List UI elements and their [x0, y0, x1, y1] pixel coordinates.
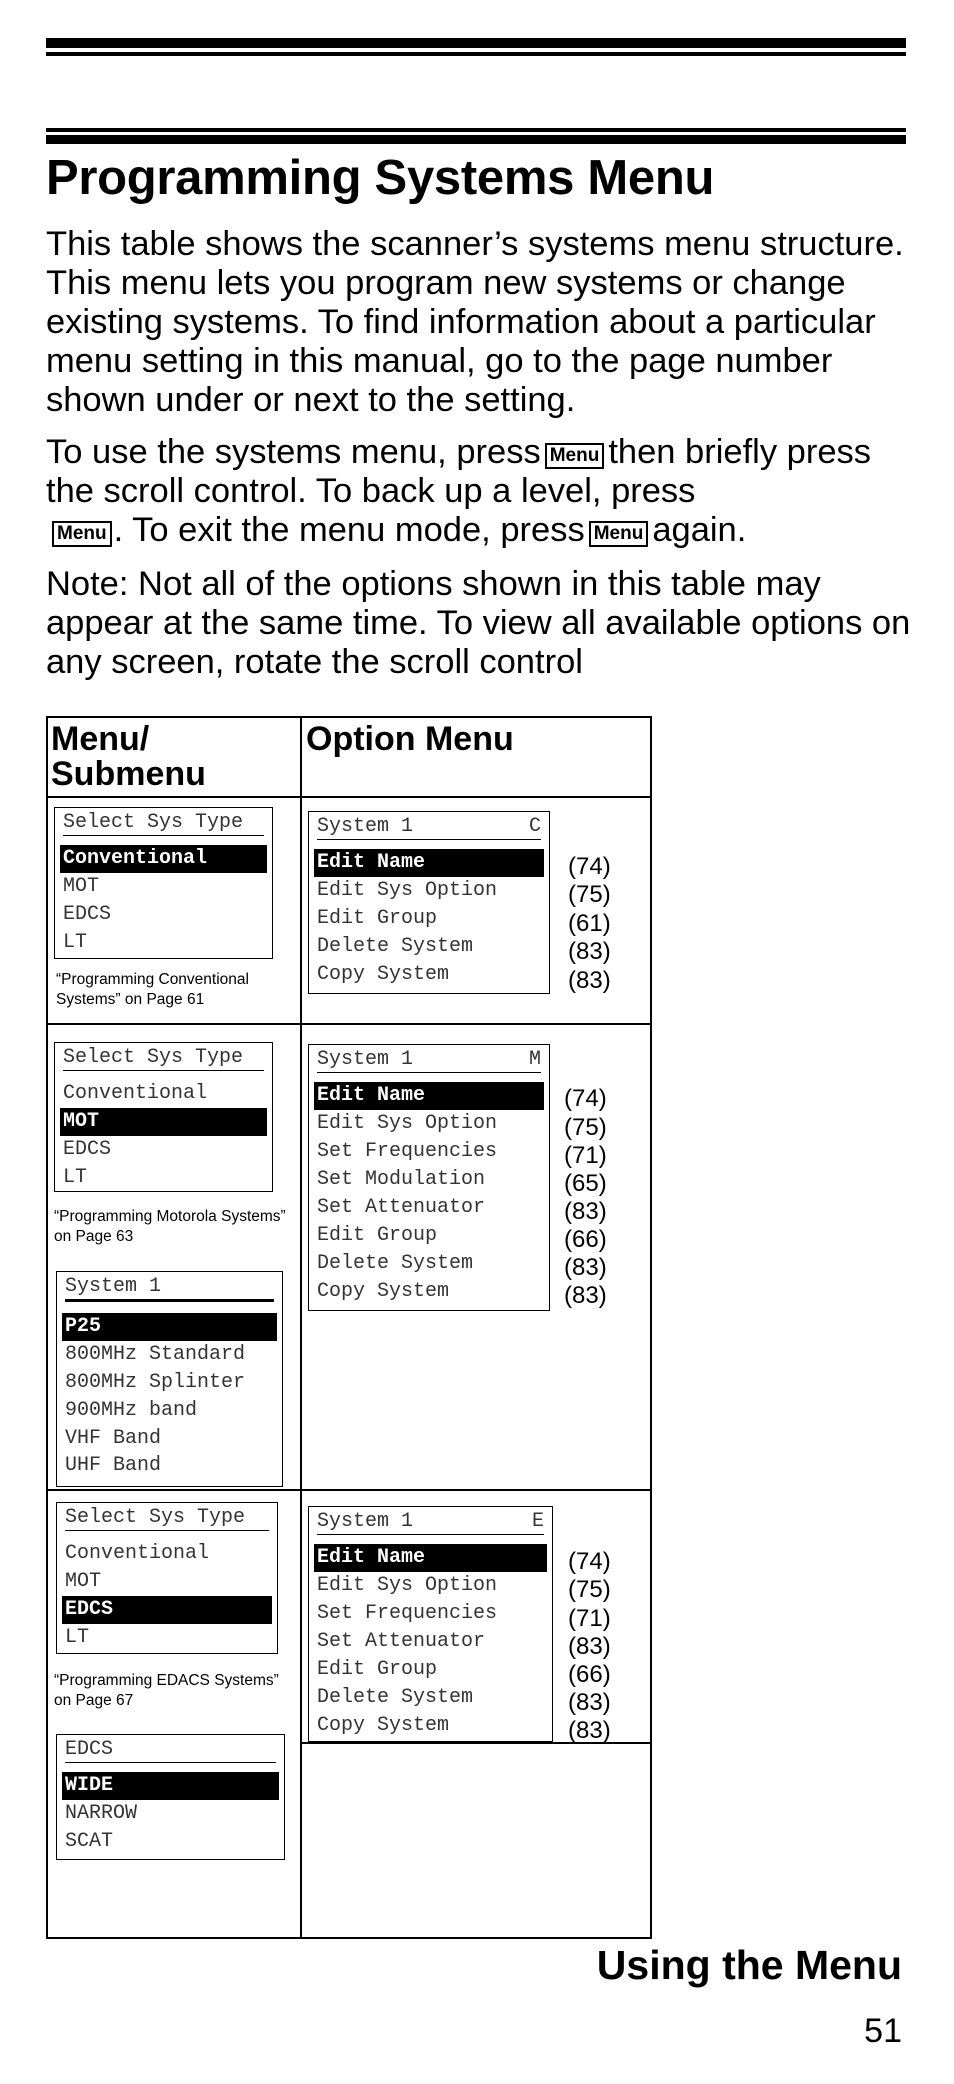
title-rule-thin	[46, 128, 906, 132]
screen-title-text: System 1	[317, 815, 414, 838]
screen-item: LT	[63, 1166, 88, 1189]
usage-text-1: To use the systems menu, press	[46, 433, 541, 471]
systems-menu-table	[46, 716, 652, 1939]
screen-item: WIDE	[62, 1772, 279, 1800]
system-type-code: C	[528, 815, 541, 838]
screen-item: Edit Group	[317, 907, 438, 930]
page-ref: (74)	[564, 1085, 607, 1112]
screen-title: System 1	[65, 1275, 274, 1302]
page-ref: (74)	[568, 853, 611, 880]
screen-item: Edit Name	[314, 1082, 544, 1110]
screen-title-text: System 1	[317, 1510, 414, 1533]
page-ref: (75)	[568, 881, 611, 908]
page-reference-caption: “Programming EDACS Systems” on Page 67	[54, 1672, 279, 1709]
page-ref: (74)	[568, 1548, 611, 1575]
screen-item: Conventional	[65, 1542, 210, 1565]
screen-item: MOT	[65, 1570, 102, 1593]
menu-key: Menu	[545, 443, 605, 469]
intro-paragraph: This table shows the scanner’s systems menu structure. This menu lets you program new systems or change existing systems. To find information about a particular menu setting in this manual, go to the page number shown under or next to the setting.	[46, 225, 904, 419]
column-divider	[300, 718, 302, 1937]
screen-title: Select Sys Type	[63, 811, 264, 836]
screen-item: P25	[62, 1313, 277, 1341]
usage-text-3: . To exit the menu mode, press	[113, 511, 585, 549]
screen-item: SCAT	[65, 1830, 114, 1853]
page-ref: (75)	[564, 1114, 607, 1141]
page-reference-caption: “Programming Motorola Systems” on Page 63	[54, 1208, 286, 1245]
section-footer-title: Using the Menu	[596, 1942, 902, 1988]
title-rule-thick	[46, 135, 906, 144]
page-ref: (65)	[564, 1170, 607, 1197]
page-ref: (83)	[568, 1717, 611, 1744]
menu-key: Menu	[589, 521, 649, 547]
band-select-screen	[56, 1271, 283, 1487]
screen-title-text: System 1	[317, 1048, 414, 1071]
screen-item: Edit Name	[314, 1544, 547, 1572]
page-ref: (61)	[568, 910, 611, 937]
screen-item: Edit Group	[317, 1224, 438, 1247]
screen-item: EDCS	[63, 903, 112, 926]
screen-item: Copy System	[317, 963, 450, 986]
screen-title	[317, 815, 541, 840]
screen-item: Conventional	[63, 1082, 208, 1105]
screen-item: EDCS	[62, 1596, 272, 1624]
page-reference-caption: “Programming Conventional Systems” on Page 61	[56, 971, 249, 1008]
screen-item: Delete System	[317, 1252, 474, 1275]
screen-item: Delete System	[317, 935, 474, 958]
edacs-width-screen	[56, 1734, 285, 1860]
screen-item: LT	[63, 931, 88, 954]
top-rule-thick	[46, 38, 906, 48]
screen-item: UHF Band	[65, 1454, 162, 1477]
page-ref: (83)	[564, 1254, 607, 1281]
top-rule-thin	[46, 52, 906, 56]
page-title: Programming Systems Menu	[46, 151, 715, 205]
screen-item: Edit Sys Option	[317, 1574, 498, 1597]
page-ref: (71)	[564, 1142, 607, 1169]
screen-item: Edit Sys Option	[317, 879, 498, 902]
system-options-screen	[308, 1506, 553, 1742]
page-number: 51	[864, 2012, 902, 2050]
header-option-menu: Option Menu	[306, 720, 514, 758]
page-ref: (83)	[564, 1282, 607, 1309]
page-ref: (83)	[568, 1633, 611, 1660]
screen-item: 800MHz Standard	[65, 1343, 246, 1366]
screen-item: NARROW	[65, 1802, 138, 1825]
system-options-screen	[308, 1044, 550, 1311]
screen-item: VHF Band	[65, 1427, 162, 1450]
screen-title	[317, 1048, 541, 1073]
usage-paragraph	[46, 433, 926, 550]
screen-item: EDCS	[63, 1138, 112, 1161]
screen-item: Edit Group	[317, 1658, 438, 1681]
screen-item: Set Attenuator	[317, 1630, 486, 1653]
page-ref: (83)	[564, 1198, 607, 1225]
screen-title: Select Sys Type	[63, 1046, 264, 1071]
menu-key: Menu	[52, 521, 112, 547]
screen-item: Edit Name	[314, 849, 544, 877]
page-ref: (83)	[568, 1689, 611, 1716]
screen-title	[317, 1510, 544, 1535]
usage-text-2: then briefly press the scroll control. To back up a level, press	[46, 433, 872, 510]
usage-text-4: again.	[652, 511, 747, 549]
screen-item: Copy System	[317, 1280, 450, 1303]
row-divider	[48, 1489, 650, 1491]
screen-item: Set Attenuator	[317, 1196, 486, 1219]
screen-item: 800MHz Splinter	[65, 1371, 246, 1394]
page-ref: (66)	[568, 1661, 611, 1688]
screen-item: Set Frequencies	[317, 1140, 498, 1163]
screen-item: Set Frequencies	[317, 1602, 498, 1625]
select-sys-type-screen	[54, 1042, 273, 1192]
screen-title: Select Sys Type	[65, 1506, 269, 1531]
screen-item: Conventional	[60, 845, 267, 873]
screen-item: Edit Sys Option	[317, 1112, 498, 1135]
screen-item: Copy System	[317, 1714, 450, 1737]
system-type-code: M	[528, 1048, 541, 1071]
page-ref: (75)	[568, 1576, 611, 1603]
page-ref: (66)	[564, 1226, 607, 1253]
header-divider	[48, 796, 650, 798]
note-paragraph: Note: Not all of the options shown in this table may appear at the same time. To view all available options on any screen, rotate the scroll control	[46, 565, 911, 681]
screen-item: MOT	[60, 1108, 267, 1136]
page-ref: (83)	[568, 967, 611, 994]
screen-item: Set Modulation	[317, 1168, 486, 1191]
system-options-screen	[308, 811, 550, 994]
screen-item: Delete System	[317, 1686, 474, 1709]
screen-title: EDCS	[65, 1738, 276, 1763]
select-sys-type-screen	[56, 1502, 278, 1654]
system-type-code: E	[531, 1510, 544, 1533]
screen-item: 900MHz band	[65, 1399, 198, 1422]
screen-item: LT	[65, 1626, 90, 1649]
page-ref: (83)	[568, 938, 611, 965]
row-divider	[48, 1023, 650, 1025]
header-menu-submenu: Menu/ Submenu	[51, 720, 206, 793]
page-ref: (71)	[568, 1605, 611, 1632]
screen-item: MOT	[63, 875, 100, 898]
select-sys-type-screen	[54, 807, 273, 959]
